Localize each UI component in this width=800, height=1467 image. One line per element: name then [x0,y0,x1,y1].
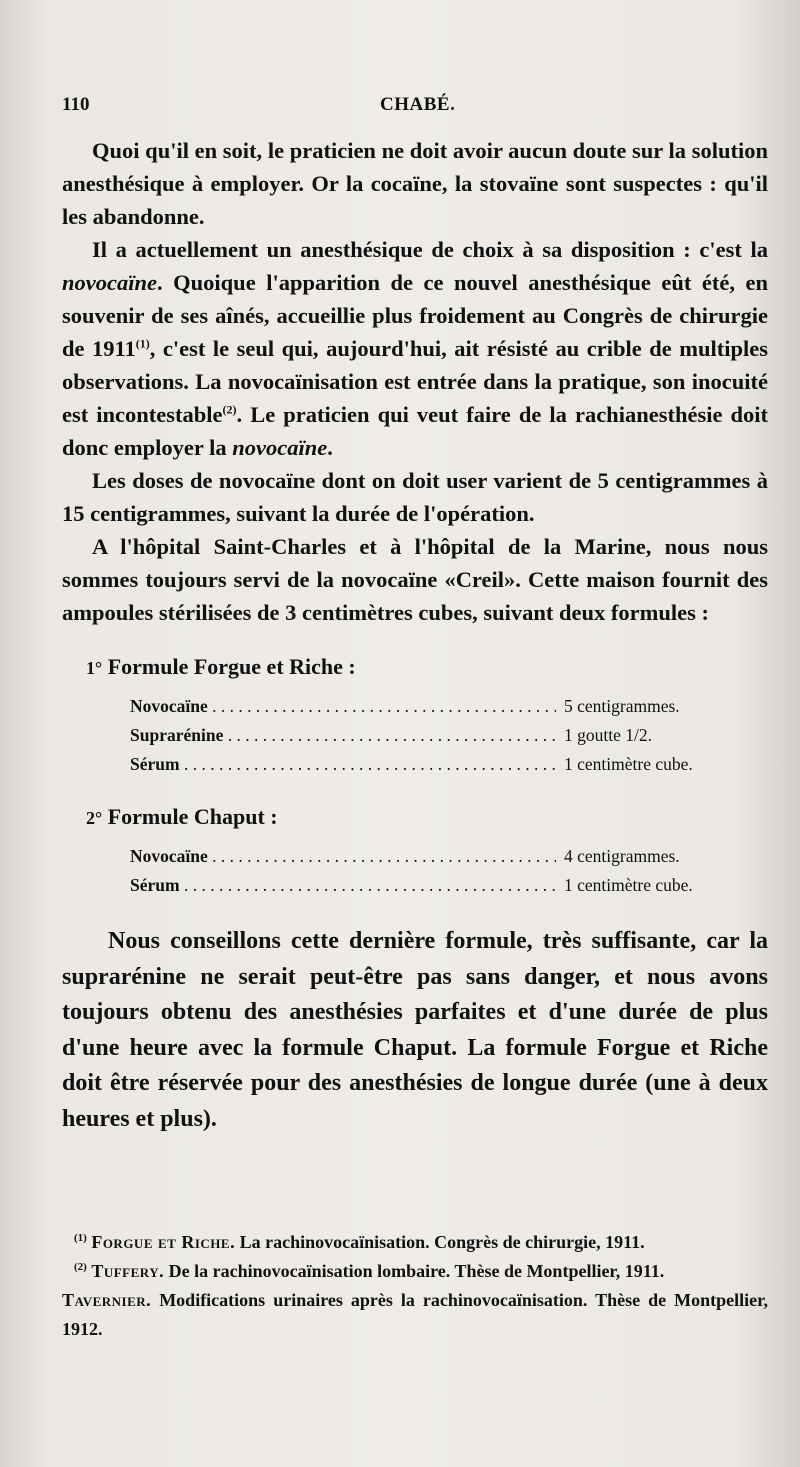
ingredient-quantity: 1 centimètre cube. [564,754,693,774]
novocaine-term: novocaïne [62,270,157,295]
footnote-2: $^{(2)}$ Tuffery. De la rachinovocaïnisation lombaire. Thèse de Montpellier, 1911. [74,1261,665,1281]
ingredient-name: Novocaïne . . . [130,692,556,721]
ingredient-quantity: 1 centimètre cube. [564,875,693,895]
ingredient-name: Sérum . . . [130,871,556,900]
recipe-row [130,750,768,779]
paragraph-3: Les doses de novocaïne dont on doit user varient de 5 centigrammes à 15 centigrammes, suivant la durée de l'opération. [62,468,768,526]
footnote-author: Tuffery. [91,1261,165,1281]
footnote-3: Tavernier. Modifications urinaires après la rachinovocaïnisation. Thèse de Montpellier, 1912. [62,1290,768,1339]
ingredient-name: Novocaïne . . . [130,842,556,871]
ingredient-quantity: 5 centigrammes. [564,696,680,716]
formula-title: 1° Formule Forgue et Riche : [86,654,356,679]
footnote-author: Tavernier. [62,1290,152,1310]
running-head: CHABÉ. [380,94,456,115]
formula-2 [62,801,768,900]
conclusion-block [62,924,768,1137]
main-text [62,134,768,1137]
footnote-author: Forgue et Riche. [91,1232,236,1252]
ingredient-quantity: 1 goutte 1/2. [564,725,652,745]
recipe-row [130,871,768,900]
footnote-ref-1: (1) [135,336,150,351]
recipe-row [130,721,768,750]
formula-title: 2° Formule Chaput : [86,804,278,829]
conclusion-paragraph: Nous conseillons cette dernière formule, très suffisante, car la suprarénine ne serait peut-être pas sans danger, et nous avons toujours obtenu des anesthésies parfaites et d'une durée de plus d'une heure avec la formule Chaput. La formule Forgue et Riche doit être réservée pour des anesthésies de longue durée (une à deux heures et plus). [62,928,768,1132]
recipe-row [130,692,768,721]
ingredient-name: Sérum . . . [130,750,556,779]
ingredient-quantity: 4 centigrammes. [564,846,680,866]
formula-1 [62,651,768,779]
novocaine-term: novocaïne [232,435,328,460]
footnote-1: $^{(1)}$ Forgue et Riche. La rachinovocaïnisation. Congrès de chirurgie, 1911. [74,1232,645,1252]
paragraph-4: A l'hôpital Saint-Charles et à l'hôpital de la Marine, nous nous sommes toujours servi de la novocaïne «Creil». Cette maison fournit des ampoules stérilisées de 3 centimètres cubes, suivant deux formules : [62,534,768,625]
footnote-ref-2: (2) [222,402,237,417]
paragraph-1: Quoi qu'il en soit, le praticien ne doit avoir aucun doute sur la solution anesthésique à employer. Or la cocaïne, la stovaïne sont suspectes : qu'il les abandonne. [62,138,768,229]
paragraph-2: Il a actuellement un anesthésique de choix à sa disposition : c'est la novocaïne. Quoique l'apparition de ce nouvel anesthésique eût été, en souvenir de ses aînés, accueillie plus froidement au Congrès de chirurgie de 1911$^{(1)}$, c'est le seul qui, aujourd'hui, ait résisté au crible de multiples observations. La novocaïnisation est entrée dans la pratique, son inocuité est incontestable$^{(2)}$. Le praticien qui veut faire de la rachianesthésie doit donc employer la novocaïne. [62,237,769,460]
page-number: 110 [62,94,90,115]
recipe-row [130,842,768,871]
footnotes [62,1228,768,1344]
page-header [62,94,745,118]
ingredient-name: Suprarénine . . . [130,721,556,750]
